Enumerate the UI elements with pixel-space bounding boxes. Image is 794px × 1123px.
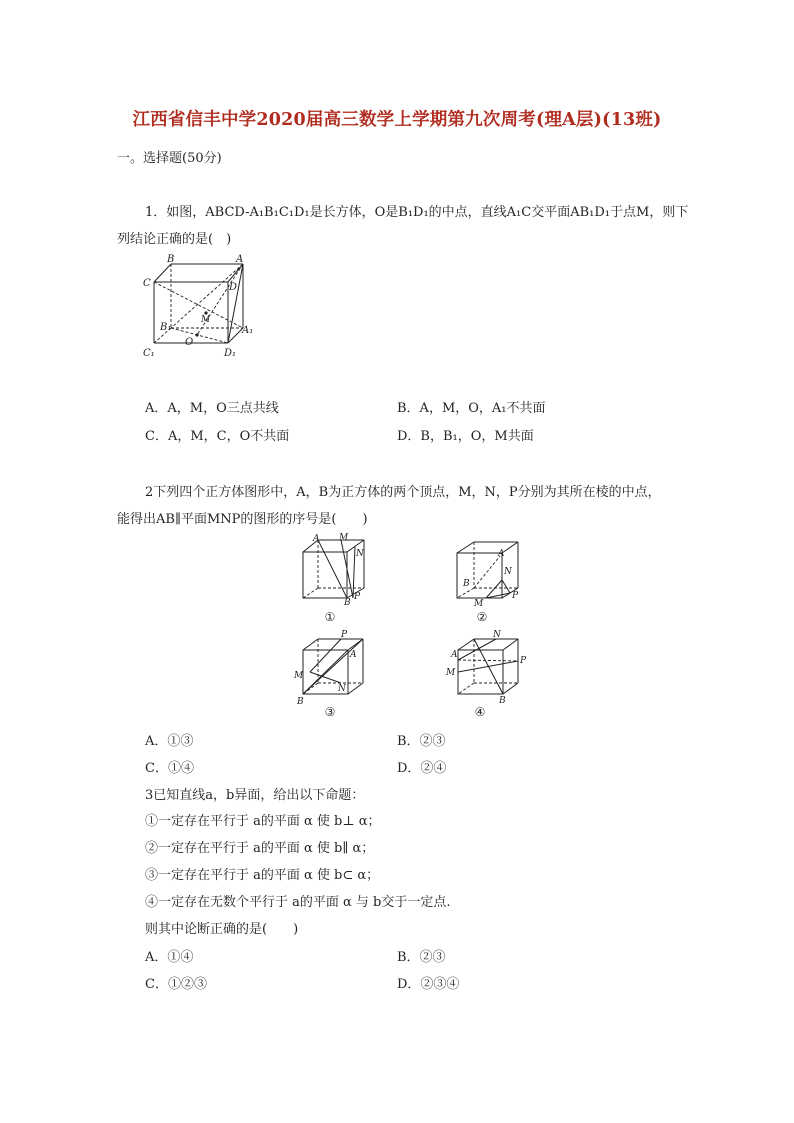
q1-label-A1: A₁ <box>242 325 254 336</box>
q2-stem-line2: 能得出AB∥平面MNP的图形的序号是( ) <box>117 512 368 527</box>
page-title: 江西省信丰中学2020届高三数学上学期第九次周考(理A层)(13班) <box>132 110 662 130</box>
q1-label-M: M <box>201 315 211 325</box>
q2-f3-label-M: M <box>294 671 304 681</box>
q2-f2-label-N: N <box>504 567 512 577</box>
q2-f1-label-P: P <box>354 592 361 602</box>
q2-option-a: A．①③ <box>145 734 194 749</box>
q2-f3-label-N: N <box>338 684 346 694</box>
q3-item-2: ②一定存在平行于 a的平面 α 使 b∥ α； <box>145 841 375 856</box>
section-heading: 一。选择题(50分) <box>117 151 222 166</box>
q2-caption-4: ④ <box>474 705 486 719</box>
q2-f2-label-A: A <box>498 549 505 559</box>
q2-f2-label-P: P <box>512 591 519 601</box>
q2-f1-label-M: M <box>339 533 349 543</box>
q3-option-c: C．①②③ <box>145 977 207 992</box>
q2-f3-label-P: P <box>341 630 348 640</box>
q1-stem-line1: 1．如图，ABCD-A₁B₁C₁D₁是长方体，O是B₁D₁的中点，直线A₁C交平面AB₁D₁于点M，则下 <box>145 205 689 220</box>
q1-cuboid-figure <box>138 252 258 364</box>
q2-caption-2: ② <box>476 610 488 624</box>
q1-label-B: B <box>167 254 175 265</box>
q2-f4-label-P: P <box>520 656 527 666</box>
q1-label-A: A <box>236 254 244 265</box>
q2-f4-label-N: N <box>493 630 501 640</box>
q2-cube-figure-4 <box>444 628 530 706</box>
q2-cube-figure-3 <box>292 628 372 706</box>
q2-f3-label-A: A <box>350 650 357 660</box>
q2-f1-label-N: N <box>356 549 364 559</box>
q1-label-D: D <box>229 282 238 293</box>
q1-label-C: C <box>143 278 151 289</box>
q2-f4-label-B: B <box>499 696 506 706</box>
q2-f2-label-M: M <box>474 599 484 609</box>
q2-option-d: D．②④ <box>397 761 447 776</box>
q2-cube-figure-2 <box>450 535 530 611</box>
q1-option-a: A．A，M，O三点共线 <box>145 401 279 416</box>
q2-f1-label-B: B <box>344 598 351 608</box>
q2-option-c: C．①④ <box>145 761 194 776</box>
q2-f4-label-A: A <box>451 650 458 660</box>
q3-option-d: D．②③④ <box>397 977 460 992</box>
q1-option-b: B．A，M，O，A₁不共面 <box>397 401 546 416</box>
q2-option-b: B．②③ <box>397 734 446 749</box>
q3-option-a: A．①④ <box>145 950 194 965</box>
q2-cube-figure-1 <box>295 530 375 608</box>
q3-option-b: B．②③ <box>397 950 446 965</box>
q2-stem-line1: 2下列四个正方体图形中，A，B为正方体的两个顶点，M，N，P分别为其所在棱的中点， <box>145 485 661 500</box>
q2-f1-label-A: A <box>313 534 320 544</box>
q2-f3-label-B: B <box>297 697 304 706</box>
q2-f4-label-M: M <box>446 668 456 678</box>
q2-caption-3: ③ <box>324 705 336 719</box>
q1-option-c: C．A，M，C，O不共面 <box>145 429 290 444</box>
q3-item-3: ③一定存在平行于 a的平面 α 使 b⊂ α； <box>145 868 380 883</box>
q3-stem: 3已知直线a，b异面，给出以下命题： <box>145 788 365 803</box>
q1-label-O: O <box>185 337 194 348</box>
q1-stem-line2: 列结论正确的是( ) <box>117 232 232 247</box>
q3-item-1: ①一定存在平行于 a的平面 α 使 b⊥ α； <box>145 814 381 829</box>
q2-caption-1: ① <box>324 610 336 624</box>
q1-label-B1: B₁ <box>160 322 172 333</box>
q3-item-4: ④一定存在无数个平行于 a的平面 α 与 b交于一定点. <box>145 895 451 910</box>
q1-label-C1: C₁ <box>143 348 155 359</box>
q1-option-d: D．B，B₁，O，M共面 <box>397 429 534 444</box>
q3-ask: 则其中论断正确的是( ) <box>145 922 299 937</box>
q2-f2-label-B: B <box>463 579 470 589</box>
q1-label-D1: D₁ <box>224 348 237 359</box>
